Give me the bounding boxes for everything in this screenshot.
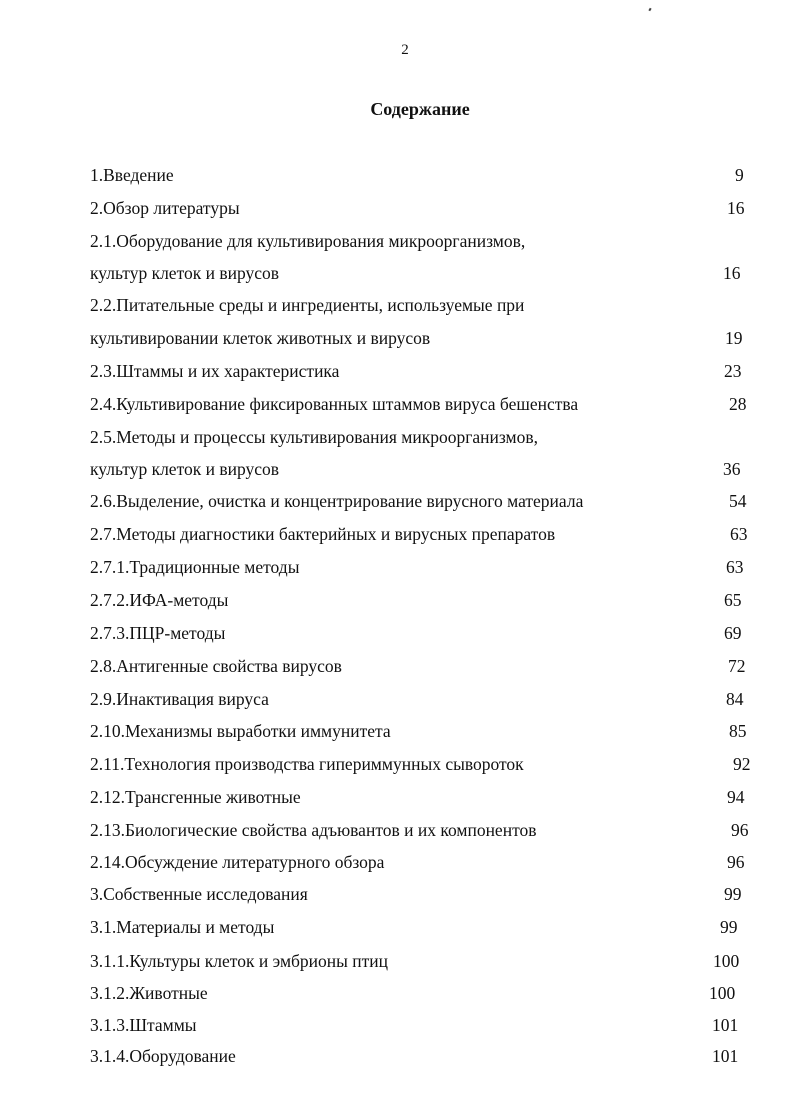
toc-entry-page: 19 [725,328,743,348]
toc-entry-text: 2.8.Антигенные свойства вирусов [90,656,342,676]
toc-entry-page: 16 [727,198,745,218]
toc-entry-page: 92 [733,754,751,774]
toc-entry-text: 2.7.1.Традиционные методы [90,557,300,577]
page-number: 2 [401,42,409,58]
toc-entry-page: 99 [720,917,738,937]
toc-entry-page: 96 [731,820,749,840]
toc-entry-page: 84 [726,689,744,709]
toc-entry-page: 23 [724,361,742,381]
toc-entry-text-cont: культур клеток и вирусов [90,263,280,283]
toc-entry-text: 1.Введение [90,165,174,185]
toc-entry-text: 2.6.Выделение, очистка и концентрирование вирусного материала [90,491,584,511]
toc-entry-page: 85 [729,721,747,741]
toc-entry-page: 28 [729,394,747,414]
toc-entry-text: 2.Обзор литературы [90,198,240,218]
toc-entry-text: 2.7.2.ИФА-методы [90,590,229,610]
toc-entry-text: 3.1.3.Штаммы [90,1015,197,1035]
toc-entry-text-cont: культур клеток и вирусов [90,459,280,479]
toc-entry-text: 2.13.Биологические свойства адъювантов и их компонентов [90,820,537,840]
toc-entry-text: 2.11.Технология производства гипериммунных сывороток [90,754,524,774]
toc-entry-text: 2.9.Инактивация вируса [90,689,269,709]
toc-entry-text: 2.4.Культивирование фиксированных штаммов вируса бешенства [90,394,579,414]
toc-entry-text: 2.5.Методы и процессы культивирования микроорганизмов, [90,427,539,447]
toc-entry-page: 65 [724,590,742,610]
toc-entry-page: 9 [735,165,744,185]
toc-entry-page: 69 [724,623,742,643]
toc-entry-text: 3.Собственные исследования [90,884,308,904]
toc-entry-text-cont: культивировании клеток животных и вирусов [90,328,431,348]
toc-entry-page: 63 [730,524,748,544]
toc-entry-text: 2.1.Оборудование для культивирования микроорганизмов, [90,231,526,251]
toc-entry-text: 3.1.Материалы и методы [90,917,275,937]
toc-entry-text: 2.7.Методы диагностики бактерийных и вирусных препаратов [90,524,556,544]
toc-entry-page: 101 [712,1015,739,1035]
toc-entry-page: 100 [709,983,736,1003]
toc-entry-text: 2.14.Обсуждение литературного обзора [90,852,385,872]
toc-entry-page: 63 [726,557,744,577]
scan-speck [648,8,651,12]
toc-entry-page: 54 [729,491,747,511]
toc-entry-text: 2.2.Питательные среды и ингредиенты, используемые при [90,295,525,315]
toc-title: Содержание [370,99,470,119]
toc-entry-page: 72 [728,656,746,676]
toc-entry-page: 100 [713,951,740,971]
toc-entry-page: 94 [727,787,745,807]
toc-entry-text: 2.7.3.ПЦР-методы [90,623,226,643]
toc-entry-text: 3.1.1.Культуры клеток и эмбрионы птиц [90,951,389,971]
toc-entry-text: 2.10.Механизмы выработки иммунитета [90,721,391,741]
toc-entry-text: 2.3.Штаммы и их характеристика [90,361,340,381]
toc-entry-page: 99 [724,884,742,904]
toc-entry-page: 36 [723,459,741,479]
toc-entry-text: 2.12.Трансгенные животные [90,787,301,807]
toc-entry-page: 16 [723,263,741,283]
toc-entry-page: 96 [727,852,745,872]
toc-entry-text: 3.1.4.Оборудование [90,1046,236,1066]
toc-entry-text: 3.1.2.Животные [90,983,208,1003]
toc-entry-page: 101 [712,1046,739,1066]
